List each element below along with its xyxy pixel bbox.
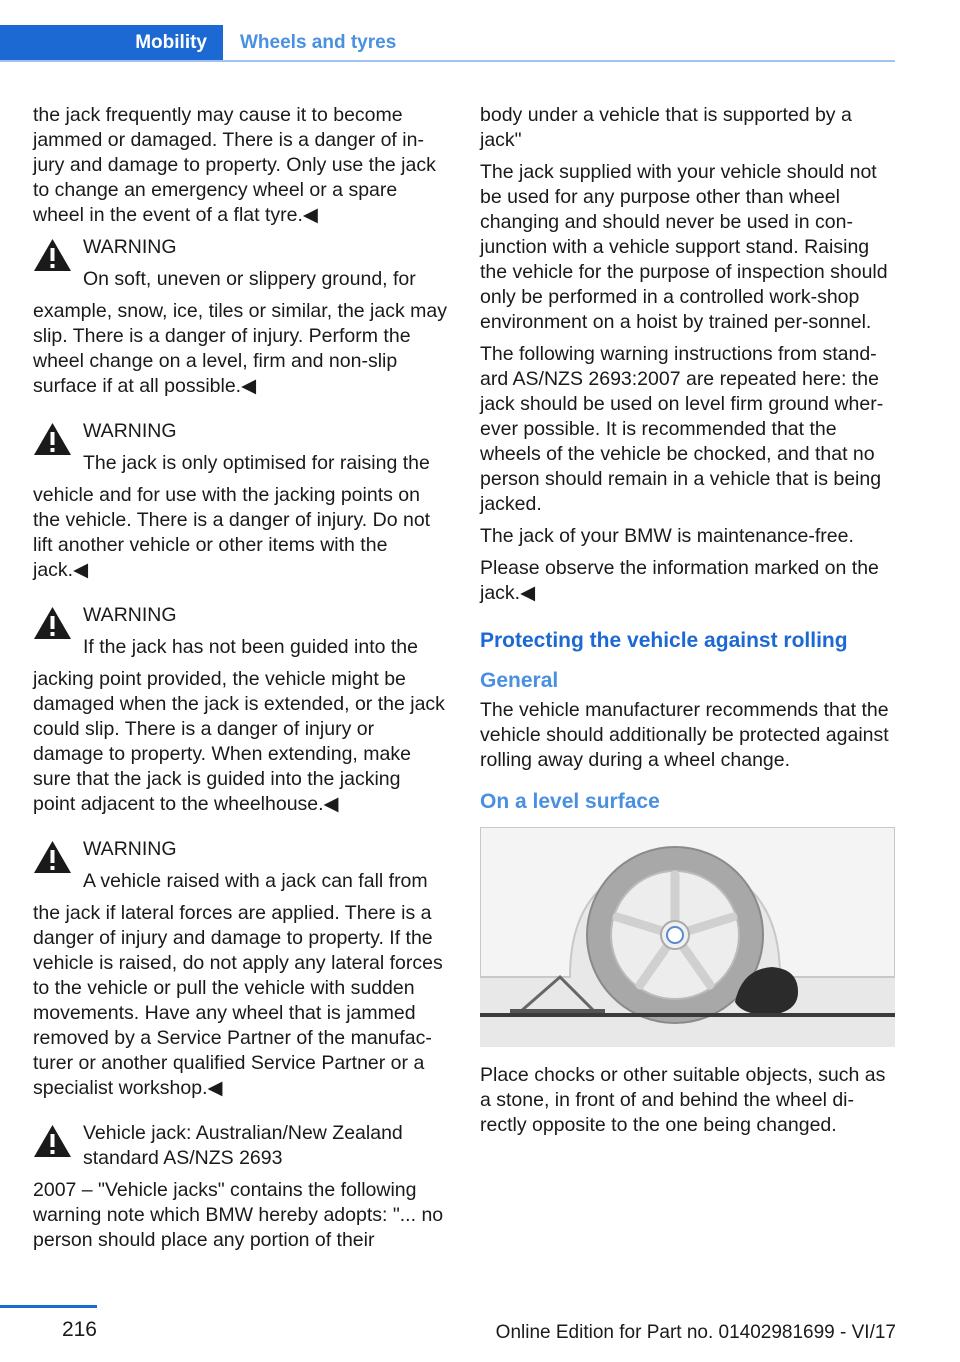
page-header bbox=[0, 0, 960, 62]
warning-block bbox=[33, 837, 447, 1101]
warning-text: jacking point provided, the vehicle might be damaged when the jack is extended, or the jack could slip. There is a danger of injury or damage to property. When extending, make sure that the jack is guided into the jacking point adjacent to the wheelhouse.◀ bbox=[33, 668, 445, 815]
warning-text: the jack if lateral forces are applied. There is a danger of injury and damage to property. If the vehicle is raised, do not apply any lateral forces to the vehicle or pull the vehicle with sudden movements. Have any wheel that is jammed removed by a Service Partner of the manufac‐turer or another qualified Service Partner or a specialist workshop.◀ bbox=[33, 902, 443, 1099]
warning-text-first-line: The jack is only optimised for raising the bbox=[83, 452, 430, 474]
standard-note-title: Vehicle jack: Australian/New Zealand standard AS/NZS 2693 bbox=[83, 1122, 403, 1169]
body-paragraph: The jack supplied with your vehicle should not be used for any purpose other than wheel changing and should never be used in con‐junction with a vehicle support stand. Raising the vehicle for the purpose of inspection should only be performed in a controlled work‐shop environment on a hoist by trained per‐sonnel. bbox=[480, 161, 888, 333]
warning-text-first-line: A vehicle raised with a jack can fall from bbox=[83, 870, 428, 892]
subsection-heading-level-surface: On a level surface bbox=[480, 790, 660, 813]
body-paragraph: body under a vehicle that is supported by a jack" bbox=[480, 104, 852, 151]
page-number: 216 bbox=[61, 1318, 97, 1341]
body-paragraph: Please observe the information marked on the jack.◀ bbox=[480, 557, 879, 604]
left-column bbox=[33, 103, 447, 1260]
header-divider bbox=[0, 60, 895, 62]
subsection-heading-general: General bbox=[480, 669, 559, 692]
section-tab-mobility[interactable]: Mobility bbox=[0, 25, 223, 61]
footer-edition-text: Online Edition for Part no. 01402981699 - VI/17 bbox=[495, 1322, 896, 1343]
body-paragraph: The following warning instructions from stand‐ard AS/NZS 2693:2007 are repeated here: the jack should be used on level firm ground wher‐ever possible. It is recommended that the wheels of the vehicle be chocked, and that no person should remain in a vehicle that is being jacked. bbox=[480, 343, 884, 515]
footer-divider bbox=[0, 1305, 97, 1308]
warning-block bbox=[33, 603, 447, 817]
warning-block bbox=[33, 419, 447, 583]
warning-text-first-line: On soft, uneven or slippery ground, for bbox=[83, 268, 416, 290]
warning-triangle-icon bbox=[33, 238, 72, 272]
warning-block bbox=[33, 235, 447, 399]
warning-title: WARNING bbox=[83, 604, 177, 626]
warning-title: WARNING bbox=[83, 420, 177, 442]
figure-caption: Place chocks or other suitable objects, such as a stone, in front of and behind the wheel di‐rectly opposite to the one being changed. bbox=[480, 1064, 886, 1136]
warning-text: example, snow, ice, tiles or similar, the jack may slip. There is a danger of injury. Perform the wheel change on a level, firm and non-slip surface if at all possible.◀ bbox=[33, 300, 447, 397]
warning-triangle-icon bbox=[33, 422, 72, 456]
warning-text: vehicle and for use with the jacking points on the vehicle. There is a danger of injury. Do not lift another vehicle or other items with the jack.◀ bbox=[33, 484, 431, 581]
standard-note-block bbox=[33, 1121, 447, 1253]
warning-title: WARNING bbox=[83, 838, 177, 860]
right-column bbox=[480, 103, 895, 1145]
wheel-chock-illustration bbox=[480, 827, 895, 1047]
wheel-chock-drawing bbox=[480, 827, 895, 1047]
warning-title: WARNING bbox=[83, 236, 177, 258]
body-paragraph: The jack of your BMW is maintenance-free. bbox=[480, 525, 854, 547]
warning-text-first-line: If the jack has not been guided into the bbox=[83, 636, 418, 658]
section-heading: Protecting the vehicle against rolling bbox=[480, 629, 848, 652]
general-paragraph: The vehicle manufacturer recommends that the vehicle should additionally be protected against rolling away during a wheel change. bbox=[480, 699, 889, 771]
standard-note-text: 2007 – "Vehicle jacks" contains the following warning note which BMW hereby adopts: "... no person should place any portion of their bbox=[33, 1179, 444, 1251]
warning-triangle-icon bbox=[33, 1124, 72, 1158]
warning-triangle-icon bbox=[33, 606, 72, 640]
section-tab-wheels-and-tyres[interactable]: Wheels and tyres bbox=[240, 32, 397, 53]
intro-paragraph: the jack frequently may cause it to become jammed or damaged. There is a danger of in‐jury and damage to property. Only use the jack to change an emergency wheel or a spare wheel in the event of a flat tyre.◀ bbox=[33, 104, 436, 226]
warning-triangle-icon bbox=[33, 840, 72, 874]
